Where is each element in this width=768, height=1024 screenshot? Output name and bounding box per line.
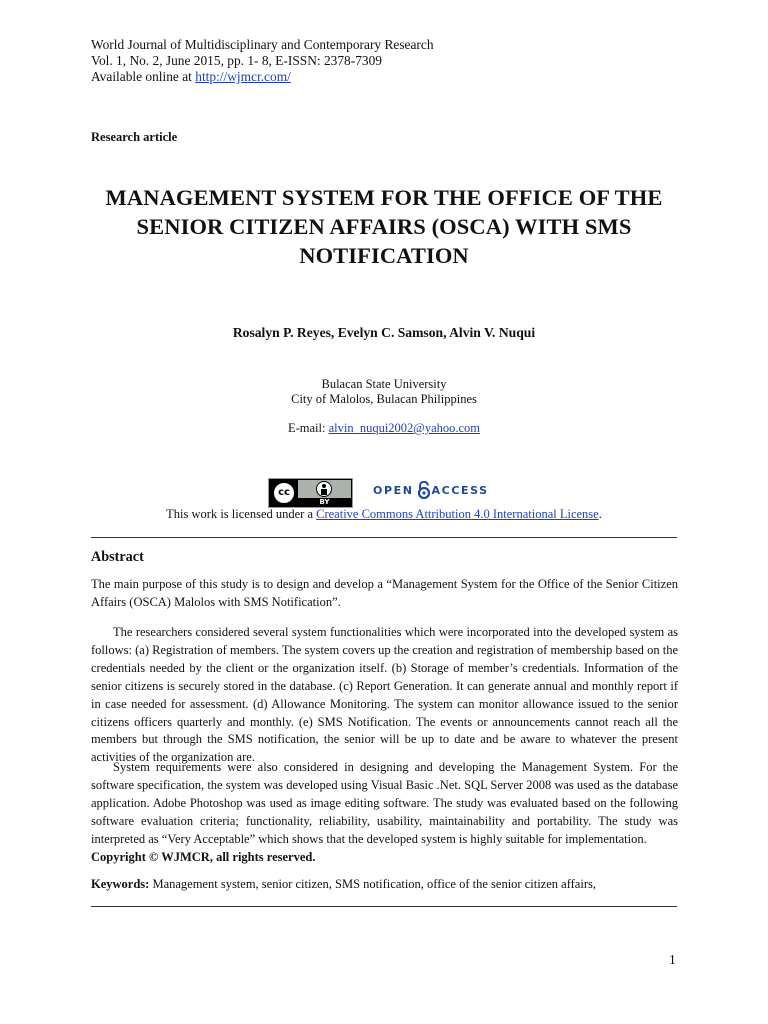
article-type: Research article: [91, 130, 178, 144]
open-access-icon: [373, 481, 489, 499]
abstract-paragraph-3-text: System requirements were also considered in designing and developing the Management System. For the software specification, the system was developed using Visual Basic .Net. SQL Server 2008 was used as the database application. Adobe Photoshop was used as image editing software. The study was evaluated based on the following software evaluation criteria; functionality, reliability, usability, maintainability and portability. The study was interpreted as “Very Acceptable” which shows that the developed system is highly suitable for implementation.: [91, 760, 678, 846]
affiliation-location: City of Malolos, Bulacan Philippines: [291, 392, 477, 406]
available-prefix: Available online at: [91, 69, 196, 84]
attribution-person-icon: [316, 481, 332, 497]
author-email: [80, 421, 688, 436]
keywords-text: Management system, senior citizen, SMS notification, office of the senior citizen affairs,: [149, 877, 596, 891]
open-access-word-open: OPEN: [373, 483, 414, 497]
keywords-line: [91, 877, 596, 892]
journal-name: World Journal of Multidisciplinary and Contemporary Research: [91, 37, 434, 52]
copyright-notice: Copyright © WJMCR, all rights reserved.: [91, 849, 316, 864]
license-link[interactable]: Creative Commons Attribution 4.0 International License: [316, 507, 599, 521]
license-suffix: .: [598, 507, 602, 521]
creative-commons-icon[interactable]: [268, 478, 353, 508]
cc-by-label: BY: [319, 498, 330, 506]
license-prefix: This work is licensed under a: [166, 507, 317, 521]
keywords-label: Keywords:: [91, 877, 150, 891]
abstract-heading: Abstract: [91, 549, 144, 565]
bottom-divider: [91, 906, 677, 907]
open-lock-icon: [417, 481, 431, 499]
abstract-paragraph-1: The main purpose of this study is to design and develop a “Management System for the Office of the Senior Citizen Affairs (OSCA) Malolos with SMS Notification”.: [91, 577, 678, 609]
cc-circle-icon: cc: [272, 481, 296, 505]
paper-title: MANAGEMENT SYSTEM FOR THE OFFICE OF THE SENIOR CITIZEN AFFAIRS (OSCA) WITH SMS NOTIFICATION: [105, 185, 663, 268]
affiliation: [80, 377, 688, 407]
email-link[interactable]: alvin_nuqui2002@yahoo.com: [328, 421, 481, 435]
journal-issue: Vol. 1, No. 2, June 2015, pp. 1- 8, E-ISSN: 2378-7309: [91, 53, 382, 68]
abstract-paragraph-3: [91, 759, 678, 866]
open-access-word-access: ACCESS: [431, 483, 489, 497]
journal-url-link[interactable]: http://wjmcr.com/: [195, 69, 291, 84]
abstract-paragraph-2: The researchers considered several system functionalities which were incorporated into the developed system as follows: (a) Registration of members. The system covers up the creation and registration of membership based on the credentials needed by the client or the organization itself. (b) Storage of member’s credentials. Information of the senior citizens is securely stored in the database. (c) Report Generation. It can generate annual and monthly report if in case needed for assessment. (d) Allowance Monitoring. The system can monitor allowance issued to the senior citizens officers quarterly and monthly. (e) SMS Notification. The events or announcements cannot reach all the members but through the SMS notification, the senior will be up to date and be aware to whatever the present activities of the organization are.: [91, 625, 678, 765]
license-statement: [80, 507, 688, 522]
email-label: E-mail:: [287, 421, 329, 435]
top-divider: [91, 537, 677, 538]
author-list: Rosalyn P. Reyes, Evelyn C. Samson, Alvin V. Nuqui: [232, 325, 536, 340]
affiliation-university: Bulacan State University: [321, 377, 447, 391]
journal-availability: [91, 69, 434, 85]
page-number: 1: [669, 952, 676, 967]
journal-header: [91, 37, 434, 85]
